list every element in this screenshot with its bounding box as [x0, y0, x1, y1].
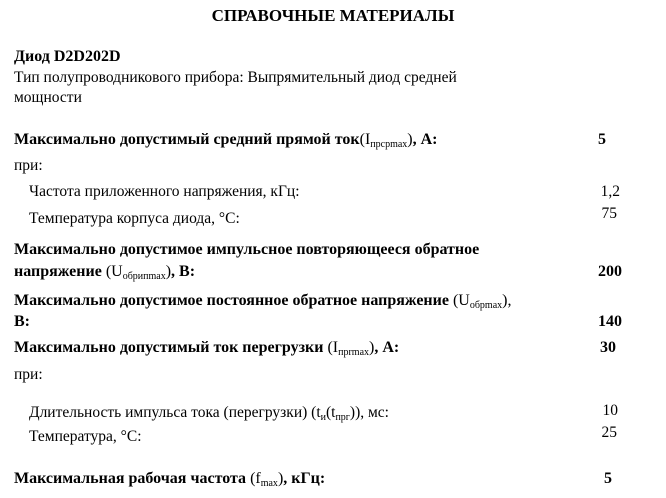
- diode-type-line2: мощности: [14, 89, 82, 106]
- param-overload-label: [14, 339, 399, 357]
- cond-pulse-duration-label: Длительность импульса тока (перегрузки) $(t_и(t_{прг}))$, мс:: [29, 404, 389, 423]
- diode-name: Диод D2D202D: [14, 48, 121, 65]
- cond-frequency-value: 1,2: [600, 183, 620, 200]
- param-max-freq-value: 5: [604, 470, 612, 487]
- cond-case-temp-label: Температура корпуса диода, °С:: [29, 210, 240, 227]
- param-dc-reverse-value: 140: [598, 313, 622, 330]
- param-unit: , А:: [374, 339, 400, 356]
- param-unit: , А:: [412, 131, 438, 148]
- param-unit: , В:: [171, 263, 196, 280]
- param-label-text: напряжение: [14, 263, 102, 280]
- cond-temp-label: Температура, °С:: [29, 428, 142, 445]
- param-label-text: Максимально допустимое постоянное обратное напряжение: [14, 292, 449, 309]
- cond-pulse-duration-value: 10: [602, 402, 618, 419]
- param-dc-reverse-label: [14, 292, 511, 310]
- pri-label: при:: [14, 366, 43, 383]
- param-symbol: $(I_{прсрmax})$: [359, 131, 413, 150]
- param-overload-value: 30: [600, 339, 616, 356]
- param-label-text: Максимальная рабочая частота: [14, 470, 247, 487]
- param-symbol: $(U_{обрипmax})$: [101, 263, 172, 282]
- param-avg-current-label: [14, 131, 438, 149]
- param-pulse-reverse-label-line2: [14, 263, 195, 281]
- param-max-freq-label: [14, 470, 325, 488]
- param-label-text: Максимально допустимый ток перегрузки: [14, 339, 324, 356]
- param-pulse-reverse-value: 200: [598, 263, 622, 280]
- param-dc-reverse-unit: В:: [14, 313, 30, 330]
- cond-temp-value: 25: [601, 424, 617, 441]
- cond-frequency-label: Частота приложенного напряжения, кГц:: [29, 183, 300, 200]
- param-pulse-reverse-label-line1: Максимально допустимое импульсное повторяющееся обратное: [14, 241, 480, 258]
- diode-type-line1: Тип полупроводникового прибора: Выпрямительный диод средней: [14, 69, 457, 86]
- param-avg-current-value: 5: [598, 131, 606, 148]
- param-unit: , кГц:: [283, 470, 326, 487]
- param-symbol: $(U_{обрmax})$,: [448, 292, 512, 311]
- pri-label: при:: [14, 157, 43, 174]
- document-title: СПРАВОЧНЫЕ МАТЕРИАЛЫ: [211, 6, 455, 25]
- param-symbol: $(I_{прrmax})$: [323, 339, 375, 358]
- param-symbol: $(f_{max})$: [246, 470, 284, 489]
- cond-case-temp-value: 75: [601, 205, 617, 222]
- param-label-text: Максимально допустимый средний прямой ток: [14, 131, 360, 148]
